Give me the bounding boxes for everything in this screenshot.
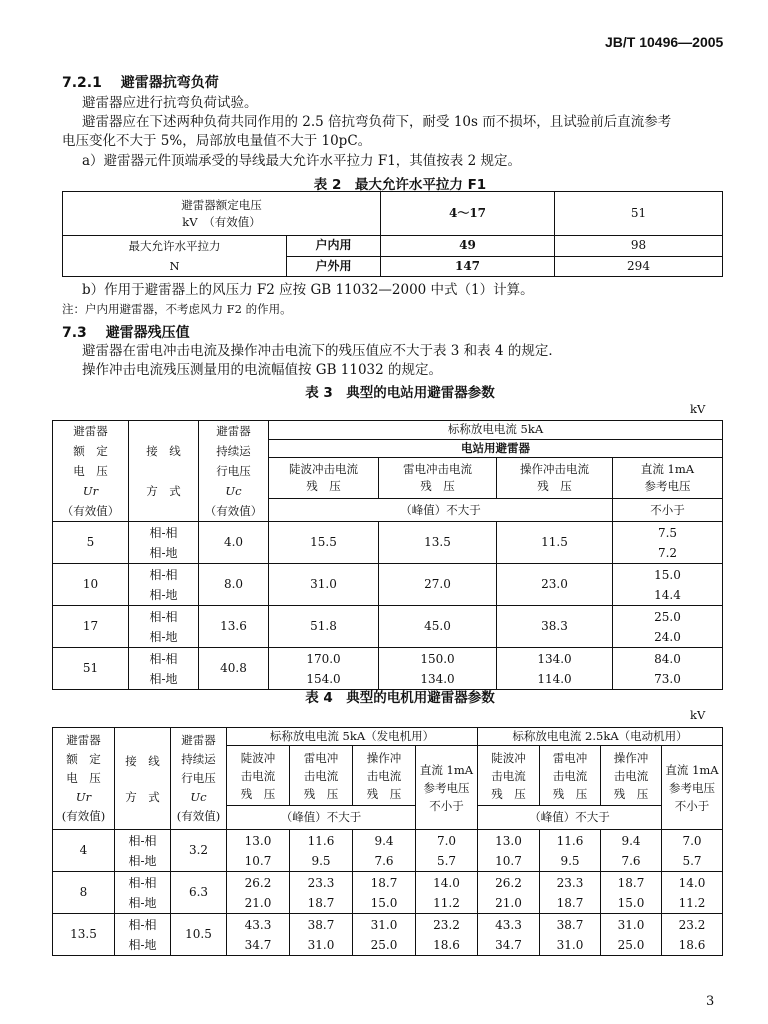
- cell-text: 73.0: [654, 671, 681, 686]
- table-cell: [353, 914, 416, 956]
- cell-text: 11.6: [556, 833, 584, 848]
- cell-text: 18.7: [617, 875, 645, 890]
- cell-text: 84.0: [654, 651, 681, 666]
- cell-text: 额 定: [73, 444, 108, 458]
- cell-text: 陡波冲: [491, 750, 526, 765]
- table-cell: [63, 192, 381, 236]
- table-header-cell: [290, 746, 353, 806]
- table-header-cell: [269, 458, 379, 499]
- cell-text: 24.0: [654, 629, 681, 644]
- table-cell: [416, 872, 478, 914]
- table-cell: [63, 236, 287, 277]
- cell-text: （有效值）: [61, 504, 120, 518]
- cell-text: 10.7: [495, 853, 522, 868]
- cell-text: 残 压: [552, 786, 588, 801]
- cell-text: 避雷器: [216, 424, 251, 438]
- section-7-3-heading: [62, 322, 190, 342]
- cell-text: 134.0: [537, 651, 572, 666]
- table-cell: 51: [555, 192, 723, 236]
- cell-text: 雷电冲: [552, 750, 588, 765]
- table-cell: 10: [53, 564, 129, 606]
- cell-text: 23.3: [556, 875, 584, 890]
- cell-text: 直流 1mA: [640, 462, 695, 477]
- cell-text: 21.0: [495, 895, 522, 910]
- cell-text: 陡波冲: [240, 750, 276, 765]
- document-header: JB/T 10496—2005: [605, 34, 724, 50]
- cell-text: 134.0: [420, 671, 455, 686]
- table-cell: 4: [53, 830, 115, 872]
- cell-text: 14.0: [433, 875, 460, 890]
- cell-text: 残 压: [491, 786, 526, 801]
- table-cell: 户内用: [287, 236, 381, 257]
- table-cell: [478, 914, 540, 956]
- cell-text: 25.0: [654, 609, 681, 624]
- table-cell: 23.0: [497, 564, 613, 606]
- cell-text: 9.5: [560, 853, 580, 868]
- table-cell: [540, 872, 601, 914]
- cell-text: 直流 1mA: [419, 762, 474, 777]
- cell-text: 38.7: [556, 917, 584, 932]
- list-item-b: b）作用于避雷器上的风压力 F2 应按 GB 11032—2000 中式（1）计算。: [82, 282, 534, 298]
- cell-text: 25.0: [617, 937, 645, 952]
- cell-text: 150.0: [420, 651, 455, 666]
- cell-text: 相-地: [128, 937, 157, 952]
- cell-text: 相-相: [149, 525, 178, 540]
- paragraph: 电压变化不大于 5%，局部放电量值不大于 10pC。: [62, 133, 372, 149]
- cell-text: 43.3: [244, 917, 272, 932]
- table-cell: 17: [53, 606, 129, 648]
- table-row: [53, 914, 723, 956]
- table-cell: [478, 872, 540, 914]
- cell-text: 9.4: [621, 833, 641, 848]
- cell-text: 26.2: [495, 875, 522, 890]
- cell-text: 31.0: [370, 917, 398, 932]
- paragraph: 避雷器应进行抗弯负荷试验。: [82, 95, 258, 111]
- cell-text: 15.0: [654, 567, 681, 582]
- table-cell: [129, 564, 199, 606]
- table-cell: 40.8: [199, 648, 269, 690]
- cell-text: 14.0: [678, 875, 706, 890]
- cell-text: 相-相: [149, 609, 178, 624]
- table-header-cell: [478, 746, 540, 806]
- cell-text: 残 压: [303, 786, 339, 801]
- cell-text: (有效值): [176, 809, 221, 823]
- table-cell: [227, 830, 290, 872]
- table-cell: [478, 830, 540, 872]
- cell-text: 击电流: [552, 768, 588, 783]
- cell-text: 26.2: [244, 875, 272, 890]
- cell-text: 34.7: [495, 937, 522, 952]
- cell-text: 击电流: [613, 768, 649, 783]
- table-cell: [601, 872, 662, 914]
- cell-text: 相-地: [128, 895, 157, 910]
- cell-text: 相-相: [149, 651, 178, 666]
- cell-text: 残 压: [613, 786, 649, 801]
- table-cell: 13.5: [379, 522, 497, 564]
- cell-text: Ur: [82, 484, 99, 498]
- cell-text: kV （有效值）: [182, 214, 261, 229]
- table-cell: 户外用: [287, 256, 381, 277]
- cell-text: 残 压: [306, 479, 341, 494]
- cell-text: 相-地: [149, 629, 178, 644]
- table-cell: 5: [53, 522, 129, 564]
- table-cell: [662, 914, 723, 956]
- cell-text: 7.6: [374, 853, 394, 868]
- cell-text: 23.2: [433, 917, 460, 932]
- cell-text: 15.0: [370, 895, 398, 910]
- cell-text: 11.2: [678, 895, 706, 910]
- cell-text: 电 压: [73, 464, 108, 478]
- table-cell: 49: [381, 236, 555, 257]
- cell-text: 相-地: [149, 671, 178, 686]
- cell-text: 9.5: [311, 853, 331, 868]
- cell-text: 7.0: [682, 833, 702, 848]
- cell-text: 14.4: [654, 587, 681, 602]
- table-cell: 51: [53, 648, 129, 690]
- cell-text: 5.7: [682, 853, 702, 868]
- table-cell: 11.5: [497, 522, 613, 564]
- cell-text: 38.7: [307, 917, 335, 932]
- page-number: 3: [706, 994, 715, 1009]
- table-cell: [290, 914, 353, 956]
- paragraph: 避雷器在雷电冲击电流及操作冲击电流下的残压值应不大于表 3 和表 4 的规定．: [82, 343, 562, 359]
- cell-text: Ur: [75, 790, 92, 804]
- table-cell: [601, 914, 662, 956]
- table-cell: 15.5: [269, 522, 379, 564]
- table-header-cell: [53, 421, 129, 522]
- table-cell: [115, 872, 171, 914]
- cell-text: 10.7: [244, 853, 272, 868]
- table-cell: [497, 648, 613, 690]
- cell-text: N: [169, 259, 180, 273]
- table-cell: 8: [53, 872, 115, 914]
- table-cell: [129, 606, 199, 648]
- table-header-cell: （峰值）不大于: [227, 806, 416, 830]
- cell-text: 23.2: [678, 917, 706, 932]
- table-cell: 147: [381, 256, 555, 277]
- table-header-cell: [613, 458, 723, 499]
- section-7-2-1-heading: [62, 72, 219, 92]
- cell-text: 170.0: [306, 651, 341, 666]
- cell-text: （有效值）: [204, 504, 263, 518]
- cell-text: 7.5: [657, 525, 678, 540]
- table-header-cell: [379, 458, 497, 499]
- cell-text: 13.0: [495, 833, 522, 848]
- table-cell: [227, 872, 290, 914]
- cell-text: 18.6: [678, 937, 706, 952]
- note: 注：户内用避雷器，不考虑风力 F2 的作用。: [62, 302, 292, 316]
- table-cell: 10.5: [171, 914, 227, 956]
- cell-text: 7.0: [436, 833, 457, 848]
- cell-text: 行电压: [181, 771, 216, 785]
- cell-text: 相-相: [128, 917, 157, 932]
- table-cell: [290, 830, 353, 872]
- cell-text: 接 线: [125, 753, 160, 768]
- cell-text: 操作冲: [613, 750, 649, 765]
- section-number: 7.2.1: [62, 75, 102, 91]
- table-cell: 4.0: [199, 522, 269, 564]
- cell-text: 最大允许水平拉力: [128, 239, 221, 253]
- cell-text: 18.7: [370, 875, 398, 890]
- table-cell: [129, 522, 199, 564]
- cell-text: 18.7: [307, 895, 335, 910]
- table-4: [52, 727, 723, 956]
- table-2-caption: 表 2 最大允许水平拉力 F1: [313, 177, 487, 193]
- cell-text: 避雷器: [181, 733, 216, 747]
- cell-text: 击电流: [491, 768, 526, 783]
- list-item-a: a）避雷器元件顶端承受的导线最大允许水平拉力 F1，其值按表 2 规定。: [82, 153, 521, 169]
- table-row: [53, 830, 723, 872]
- cell-text: 行电压: [216, 464, 251, 478]
- cell-text: 陡波冲击电流: [289, 462, 358, 477]
- cell-text: 持续运: [181, 752, 216, 766]
- cell-text: 持续运: [216, 444, 251, 458]
- table-cell: [613, 564, 723, 606]
- table-cell: [129, 648, 199, 690]
- paragraph: 避雷器应在下述两种负荷共同作用的 2.5 倍抗弯负荷下，耐受 10s 而不损坏，且试验前后直流参考: [82, 114, 672, 130]
- cell-text: 15.0: [617, 895, 645, 910]
- cell-text: 25.0: [370, 937, 398, 952]
- section-number: 7.3: [62, 325, 87, 341]
- table-cell: 8.0: [199, 564, 269, 606]
- table-cell: 294: [555, 256, 723, 277]
- table-3-unit: kV: [690, 402, 706, 416]
- table-header-cell: [497, 458, 613, 499]
- table-header-cell: 标称放电电流 5kA（发电机用）: [227, 728, 478, 746]
- table-cell: [227, 914, 290, 956]
- table-cell: 6.3: [171, 872, 227, 914]
- table-cell: 13.5: [53, 914, 115, 956]
- table-cell: 3.2: [171, 830, 227, 872]
- table-cell: [613, 522, 723, 564]
- table-header-cell: [171, 728, 227, 830]
- cell-text: 9.4: [374, 833, 394, 848]
- table-header-cell: [353, 746, 416, 806]
- cell-text: 114.0: [537, 671, 572, 686]
- cell-text: 43.3: [495, 917, 522, 932]
- cell-text: 154.0: [306, 671, 341, 686]
- cell-text: 残 压: [240, 786, 276, 801]
- cell-text: 击电流: [303, 768, 339, 783]
- cell-text: 相-相: [128, 875, 157, 890]
- table-cell: [269, 648, 379, 690]
- table-header-cell: 电站用避雷器: [269, 439, 723, 458]
- table-2: [62, 191, 723, 277]
- cell-text: 31.0: [307, 937, 335, 952]
- cell-text: 31.0: [556, 937, 584, 952]
- table-cell: 98: [555, 236, 723, 257]
- table-cell: [540, 914, 601, 956]
- cell-text: 直流 1mA: [665, 762, 719, 777]
- cell-text: 18.6: [433, 937, 460, 952]
- cell-text: 7.2: [657, 545, 678, 560]
- cell-text: 残 压: [366, 786, 402, 801]
- cell-text: 击电流: [366, 768, 402, 783]
- cell-text: 相-地: [149, 545, 178, 560]
- cell-text: 参考电压: [423, 780, 470, 795]
- table-4-unit: kV: [690, 708, 706, 722]
- cell-text: 11.2: [433, 895, 460, 910]
- cell-text: 参考电压: [644, 479, 691, 494]
- cell-text: 方 式: [146, 484, 181, 498]
- table-header-cell: [115, 728, 171, 830]
- table-header-cell: [416, 746, 478, 830]
- cell-text: 电 压: [66, 771, 101, 785]
- table-header-cell: [129, 421, 199, 522]
- cell-text: 额 定: [66, 752, 101, 766]
- cell-text: 11.6: [307, 833, 335, 848]
- cell-text: 接 线: [146, 444, 181, 458]
- table-cell: 45.0: [379, 606, 497, 648]
- table-cell: [416, 830, 478, 872]
- table-header-cell: [53, 728, 115, 830]
- table-cell: [601, 830, 662, 872]
- cell-text: 18.7: [556, 895, 584, 910]
- table-header-cell: [601, 746, 662, 806]
- cell-text: 操作冲击电流: [520, 462, 589, 477]
- cell-text: 残 压: [537, 479, 572, 494]
- cell-text: 参考电压: [669, 780, 716, 795]
- section-title: 避雷器抗弯负荷: [120, 75, 219, 91]
- cell-text: 相-地: [128, 853, 157, 868]
- table-3-caption: 表 3 典型的电站用避雷器参数: [305, 385, 495, 401]
- table-header-cell: （峰值）不大于: [269, 499, 613, 522]
- cell-text: 7.6: [621, 853, 641, 868]
- cell-text: Uc: [190, 790, 207, 804]
- cell-text: 操作冲: [366, 750, 402, 765]
- table-cell: 13.6: [199, 606, 269, 648]
- cell-text: 相-相: [149, 567, 178, 582]
- table-header-cell: （峰值）不大于: [478, 806, 662, 830]
- table-cell: [613, 606, 723, 648]
- table-row: [53, 564, 723, 606]
- table-cell: 27.0: [379, 564, 497, 606]
- table-row: [53, 606, 723, 648]
- table-header-cell: [227, 746, 290, 806]
- cell-text: 31.0: [617, 917, 645, 932]
- table-cell: [662, 872, 723, 914]
- cell-text: (有效值): [61, 809, 106, 823]
- cell-text: 避雷器额定电压: [181, 197, 262, 212]
- table-3: [52, 420, 723, 690]
- cell-text: 相-相: [128, 833, 157, 848]
- table-cell: [353, 872, 416, 914]
- table-cell: [416, 914, 478, 956]
- cell-text: 雷电冲: [303, 750, 339, 765]
- cell-text: 避雷器: [73, 424, 108, 438]
- cell-text: 相-地: [149, 587, 178, 602]
- table-row: [53, 648, 723, 690]
- cell-text: 23.3: [307, 875, 335, 890]
- table-header-cell: [540, 746, 601, 806]
- paragraph: 操作冲击电流残压测量用的电流幅值按 GB 11032 的规定。: [82, 362, 443, 378]
- table-cell: 38.3: [497, 606, 613, 648]
- table-cell: [115, 914, 171, 956]
- table-cell: [353, 830, 416, 872]
- cell-text: Uc: [225, 484, 242, 498]
- cell-text: 34.7: [244, 937, 272, 952]
- table-4-caption: 表 4 典型的电机用避雷器参数: [305, 690, 495, 706]
- cell-text: 避雷器: [66, 733, 101, 747]
- section-title: 避雷器残压值: [105, 325, 190, 341]
- table-row: [53, 522, 723, 564]
- table-row: [53, 872, 723, 914]
- table-cell: 51.8: [269, 606, 379, 648]
- cell-text: 雷电冲击电流: [403, 462, 472, 477]
- cell-text: 不小于: [429, 798, 464, 813]
- cell-text: 方 式: [125, 789, 160, 804]
- table-header-cell: 标称放电电流 5kA: [269, 421, 723, 440]
- table-header-cell: 标称放电电流 2.5kA（电动机用）: [478, 728, 723, 746]
- table-cell: [115, 830, 171, 872]
- cell-text: 不小于: [674, 798, 710, 813]
- table-cell: [379, 648, 497, 690]
- cell-text: 13.0: [244, 833, 272, 848]
- table-header-cell: [199, 421, 269, 522]
- cell-text: 5.7: [436, 853, 457, 868]
- table-cell: [613, 648, 723, 690]
- table-header-cell: 不小于: [613, 499, 723, 522]
- table-cell: [662, 830, 723, 872]
- cell-text: 击电流: [240, 768, 276, 783]
- cell-text: 残 压: [420, 479, 455, 494]
- table-cell: [290, 872, 353, 914]
- table-cell: 4～17: [381, 192, 555, 236]
- table-cell: 31.0: [269, 564, 379, 606]
- table-header-cell: [662, 746, 723, 830]
- cell-text: 21.0: [244, 895, 272, 910]
- table-cell: [540, 830, 601, 872]
